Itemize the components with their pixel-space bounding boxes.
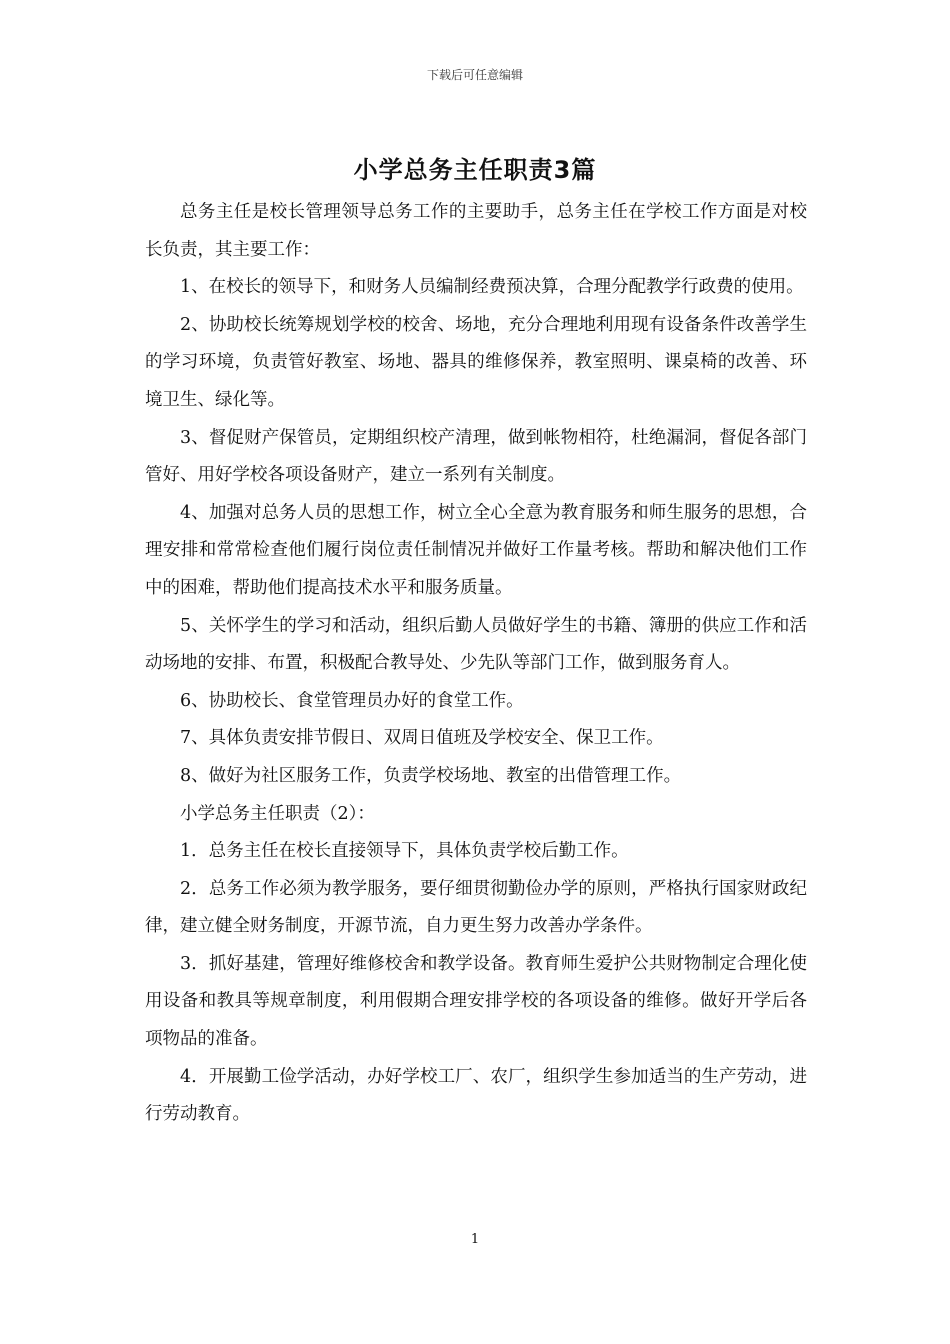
document-title: 小学总务主任职责3篇 — [353, 156, 597, 184]
duty-item-2: 2、协助校长统筹规划学校的校舍、场地，充分合理地利用现有设备条件改善学生的学习环境，负责管好教室、场地、器具的维修保养，教室照明、课桌椅的改善、环境卫生、绿化等。 — [145, 314, 807, 410]
document-body — [145, 194, 807, 1134]
section2-item-4: 4．开展勤工俭学活动，办好学校工厂、农厂，组织学生参加适当的生产劳动，进行劳动教育。 — [145, 1066, 807, 1125]
intro-paragraph: 总务主任是校长管理领导总务工作的主要助手，总务主任在学校工作方面是对校长负责，其主要工作： — [145, 202, 807, 260]
page-number: 1 — [470, 1232, 480, 1247]
duty-item-5: 5、关怀学生的学习和活动，组织后勤人员做好学生的书籍、簿册的供应工作和活动场地的安排、布置，积极配合教导处、少先队等部门工作，做到服务育人。 — [145, 615, 807, 674]
duty-item-1: 1、在校长的领导下，和财务人员编制经费预决算，合理分配教学行政费的使用。 — [180, 277, 804, 298]
duty-item-3: 3、督促财产保管员，定期组织校产清理，做到帐物相符，杜绝漏洞，督促各部门管好、用好学校各项设备财产，建立一系列有关制度。 — [145, 427, 807, 486]
header-note: 下载后可任意编辑 — [426, 68, 523, 82]
duty-item-8: 8、做好为社区服务工作，负责学校场地、教室的出借管理工作。 — [180, 765, 682, 786]
duty-item-6: 6、协助校长、食堂管理员办好的食堂工作。 — [180, 690, 524, 711]
section2-item-2: 2．总务工作必须为教学服务，要仔细贯彻勤俭办学的原则，严格执行国家财政纪律，建立健全财务制度，开源节流，自力更生努力改善办学条件。 — [145, 878, 807, 937]
section2-item-1: 1．总务主任在校长直接领导下，具体负责学校后勤工作。 — [180, 841, 629, 862]
section2-item-3: 3．抓好基建，管理好维修校舍和教学设备。教育师生爱护公共财物制定合理化使用设备和教具等规章制度，利用假期合理安排学校的各项设备的维修。做好开学后各项物品的准备。 — [145, 953, 807, 1050]
section-heading-2: 小学总务主任职责（2）： — [180, 803, 375, 824]
duty-item-7: 7、具体负责安排节假日、双周日值班及学校安全、保卫工作。 — [180, 728, 664, 749]
duty-item-4: 4、加强对总务人员的思想工作，树立全心全意为教育服务和师生服务的思想，合理安排和常常检查他们履行岗位责任制情况并做好工作量考核。帮助和解决他们工作中的困难，帮助他们提高技术水平和服务质量。 — [145, 502, 807, 598]
